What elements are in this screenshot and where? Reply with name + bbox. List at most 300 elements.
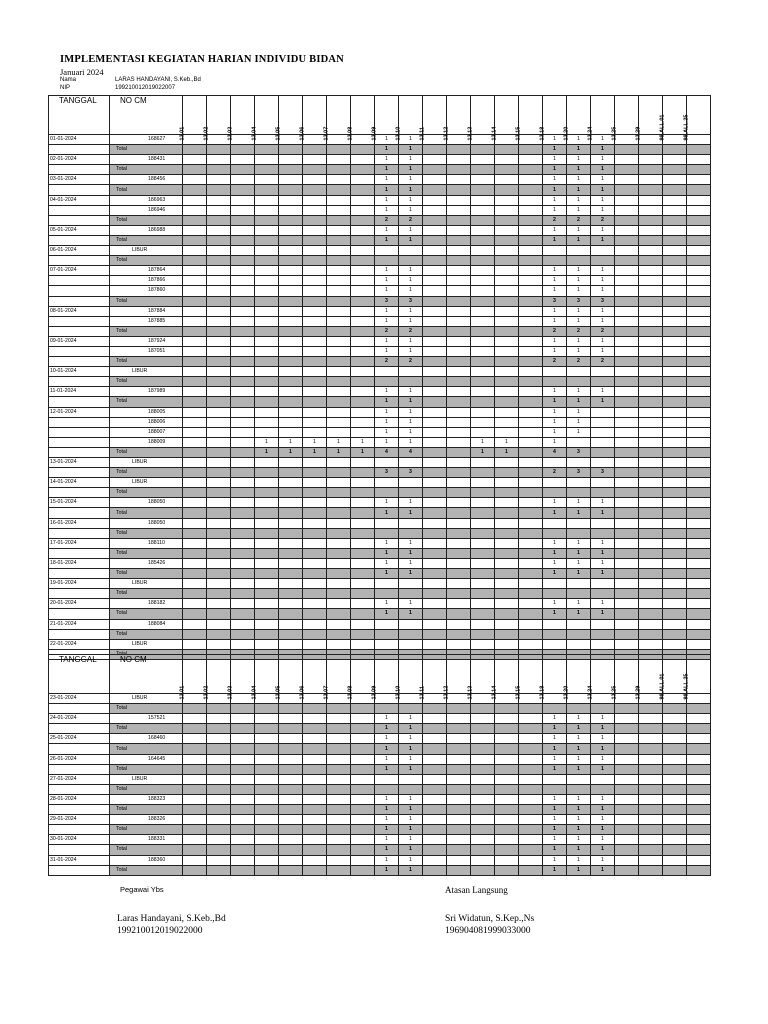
count-cell	[471, 498, 495, 508]
header-code-label: 13.07	[323, 126, 329, 141]
signature-right-nip: 196904081999033000	[445, 926, 531, 936]
count-cell	[255, 215, 279, 225]
count-cell	[327, 225, 351, 235]
count-cell	[663, 538, 687, 548]
count-cell	[279, 855, 303, 865]
count-cell	[399, 367, 423, 377]
count-cell: 1	[399, 175, 423, 185]
count-cell: 1	[567, 609, 591, 619]
count-cell	[447, 225, 471, 235]
count-cell	[423, 205, 447, 215]
count-cell	[351, 336, 375, 346]
count-cell	[327, 256, 351, 266]
header-code-label: 13.01	[179, 126, 185, 141]
count-cell	[471, 714, 495, 724]
count-cell	[423, 619, 447, 629]
count-cell	[615, 155, 639, 165]
count-cell	[615, 437, 639, 447]
count-cell	[183, 417, 207, 427]
count-cell	[663, 639, 687, 649]
count-cell	[543, 478, 567, 488]
total-row	[49, 609, 711, 619]
count-cell	[327, 417, 351, 427]
count-cell: 1	[567, 538, 591, 548]
count-cell	[207, 714, 231, 724]
header-code-label: 13.13	[467, 685, 473, 700]
count-cell	[423, 754, 447, 764]
count-cell	[231, 417, 255, 427]
count-cell	[231, 195, 255, 205]
count-cell	[495, 205, 519, 215]
count-cell	[207, 589, 231, 599]
count-cell	[255, 629, 279, 639]
count-cell	[183, 336, 207, 346]
count-cell	[519, 764, 543, 774]
count-cell: 1	[567, 794, 591, 804]
count-cell: 3	[591, 296, 615, 306]
count-cell: 1	[399, 558, 423, 568]
count-cell: 1	[543, 734, 567, 744]
table-row	[49, 346, 711, 356]
count-cell	[615, 407, 639, 417]
count-cell	[567, 518, 591, 528]
count-cell	[447, 498, 471, 508]
count-cell	[255, 185, 279, 195]
nocm-cell: 188084	[110, 619, 183, 629]
count-cell	[687, 357, 711, 367]
count-cell	[591, 488, 615, 498]
count-cell	[687, 754, 711, 764]
count-cell	[471, 764, 495, 774]
count-cell	[687, 165, 711, 175]
header-code-label: 13.04	[251, 685, 257, 700]
count-cell	[471, 845, 495, 855]
count-cell	[183, 387, 207, 397]
total-row	[49, 235, 711, 245]
count-cell: 1	[591, 235, 615, 245]
count-cell	[375, 774, 399, 784]
count-cell	[351, 397, 375, 407]
count-cell	[183, 145, 207, 155]
count-cell: 1	[567, 815, 591, 825]
count-cell	[495, 256, 519, 266]
count-cell: 1	[375, 195, 399, 205]
count-cell	[615, 579, 639, 589]
count-cell	[615, 619, 639, 629]
count-cell	[375, 639, 399, 649]
count-cell	[687, 865, 711, 875]
count-cell: 1	[351, 447, 375, 457]
header-tanggal: TANGGAL	[49, 96, 110, 135]
count-cell	[519, 704, 543, 714]
count-cell	[615, 794, 639, 804]
count-cell	[231, 266, 255, 276]
date-cell	[49, 397, 110, 407]
signature-right-role: Atasan Langsung	[445, 885, 508, 895]
count-cell	[663, 805, 687, 815]
count-cell	[207, 784, 231, 794]
total-row	[49, 215, 711, 225]
count-cell	[231, 714, 255, 724]
count-cell	[327, 734, 351, 744]
count-cell	[279, 407, 303, 417]
count-cell	[663, 346, 687, 356]
count-cell	[639, 346, 663, 356]
count-cell	[687, 639, 711, 649]
count-cell: 1	[399, 336, 423, 346]
count-cell	[207, 835, 231, 845]
count-cell: 1	[375, 427, 399, 437]
count-cell	[471, 145, 495, 155]
total-label: Total	[110, 865, 183, 875]
count-cell	[207, 427, 231, 437]
count-cell: 3	[591, 468, 615, 478]
count-cell	[423, 825, 447, 835]
count-cell	[303, 498, 327, 508]
count-cell: 2	[567, 357, 591, 367]
count-cell	[207, 316, 231, 326]
count-cell	[639, 215, 663, 225]
count-cell	[663, 754, 687, 764]
count-cell: 1	[255, 447, 279, 457]
count-cell	[495, 175, 519, 185]
count-cell: 1	[399, 387, 423, 397]
count-cell: 1	[543, 548, 567, 558]
count-cell	[255, 478, 279, 488]
count-cell: 1	[399, 548, 423, 558]
signature-left-name: Laras Handayani, S.Keb.,Bd	[117, 914, 226, 924]
date-cell: 08-01-2024	[49, 306, 110, 316]
count-cell: 1	[543, 569, 567, 579]
count-cell	[639, 609, 663, 619]
count-cell: 1	[543, 316, 567, 326]
count-cell	[591, 639, 615, 649]
date-cell: 24-01-2024	[49, 714, 110, 724]
count-cell	[327, 155, 351, 165]
table-row	[49, 599, 711, 609]
count-cell	[303, 609, 327, 619]
count-cell: 1	[399, 407, 423, 417]
count-cell: 1	[399, 609, 423, 619]
count-cell: 1	[567, 498, 591, 508]
count-cell	[591, 589, 615, 599]
count-cell	[327, 326, 351, 336]
count-cell	[183, 235, 207, 245]
count-cell	[471, 855, 495, 865]
count-cell	[639, 458, 663, 468]
count-cell	[399, 589, 423, 599]
count-cell	[255, 195, 279, 205]
count-cell	[303, 346, 327, 356]
count-cell	[303, 754, 327, 764]
header-code-label: 13.15	[515, 126, 521, 141]
count-cell	[207, 609, 231, 619]
count-cell	[255, 316, 279, 326]
count-cell: 1	[543, 407, 567, 417]
count-cell	[327, 498, 351, 508]
count-cell	[423, 447, 447, 457]
count-cell	[447, 548, 471, 558]
total-label: Total	[110, 165, 183, 175]
count-cell	[639, 589, 663, 599]
count-cell	[687, 256, 711, 266]
count-cell	[519, 145, 543, 155]
count-cell: 1	[567, 417, 591, 427]
count-cell	[615, 346, 639, 356]
count-cell	[279, 639, 303, 649]
count-cell	[351, 744, 375, 754]
count-cell	[687, 855, 711, 865]
count-cell	[303, 175, 327, 185]
date-cell: 20-01-2024	[49, 599, 110, 609]
count-cell	[687, 215, 711, 225]
count-cell	[471, 805, 495, 815]
count-cell	[687, 548, 711, 558]
count-cell	[303, 286, 327, 296]
count-cell	[423, 714, 447, 724]
count-cell	[207, 145, 231, 155]
count-cell	[327, 235, 351, 245]
count-cell	[327, 714, 351, 724]
total-label: Total	[110, 397, 183, 407]
count-cell	[447, 407, 471, 417]
count-cell	[255, 397, 279, 407]
count-cell	[207, 447, 231, 457]
date-cell: 12-01-2024	[49, 407, 110, 417]
count-cell	[519, 215, 543, 225]
count-cell	[351, 629, 375, 639]
count-cell	[639, 579, 663, 589]
count-cell	[687, 558, 711, 568]
count-cell	[519, 498, 543, 508]
count-cell	[615, 548, 639, 558]
count-cell	[591, 774, 615, 784]
count-cell	[183, 528, 207, 538]
count-cell	[183, 256, 207, 266]
count-cell	[471, 794, 495, 804]
count-cell	[183, 357, 207, 367]
count-cell	[231, 246, 255, 256]
count-cell	[567, 437, 591, 447]
count-cell	[351, 266, 375, 276]
count-cell	[303, 316, 327, 326]
table-row	[49, 498, 711, 508]
date-cell	[49, 437, 110, 447]
count-cell: 1	[375, 155, 399, 165]
count-cell	[279, 215, 303, 225]
count-cell: 1	[543, 175, 567, 185]
count-cell	[351, 316, 375, 326]
count-cell: 1	[543, 599, 567, 609]
count-cell: 1	[543, 185, 567, 195]
count-cell	[615, 478, 639, 488]
count-cell	[231, 558, 255, 568]
count-cell: 1	[567, 306, 591, 316]
count-cell: 1	[543, 764, 567, 774]
count-cell	[663, 427, 687, 437]
count-cell	[471, 235, 495, 245]
count-cell	[543, 367, 567, 377]
count-cell	[519, 185, 543, 195]
count-cell	[231, 704, 255, 714]
count-cell	[183, 437, 207, 447]
count-cell	[351, 175, 375, 185]
count-cell: 2	[591, 326, 615, 336]
nocm-cell: 164645	[110, 754, 183, 764]
count-cell	[471, 225, 495, 235]
total-row	[49, 805, 711, 815]
total-row	[49, 629, 711, 639]
count-cell	[279, 619, 303, 629]
count-cell	[663, 825, 687, 835]
nip-label: NIP	[60, 85, 71, 91]
count-cell	[495, 754, 519, 764]
count-cell	[615, 518, 639, 528]
count-cell	[447, 155, 471, 165]
count-cell	[615, 266, 639, 276]
table-row	[49, 458, 711, 468]
count-cell	[471, 774, 495, 784]
count-cell	[471, 734, 495, 744]
count-cell	[543, 629, 567, 639]
count-cell	[351, 427, 375, 437]
table-row	[49, 407, 711, 417]
count-cell	[279, 579, 303, 589]
count-cell	[351, 764, 375, 774]
table-row	[49, 734, 711, 744]
count-cell	[183, 825, 207, 835]
count-cell	[207, 377, 231, 387]
count-cell: 1	[591, 225, 615, 235]
count-cell	[351, 845, 375, 855]
count-cell	[615, 387, 639, 397]
count-cell	[255, 336, 279, 346]
count-cell	[639, 165, 663, 175]
count-cell	[279, 609, 303, 619]
date-cell: 01-01-2024	[49, 135, 110, 145]
total-label: Total	[110, 235, 183, 245]
count-cell	[639, 774, 663, 784]
date-cell: 02-01-2024	[49, 155, 110, 165]
count-cell	[351, 528, 375, 538]
count-cell	[327, 639, 351, 649]
count-cell	[663, 276, 687, 286]
total-label: Total	[110, 377, 183, 387]
count-cell	[663, 609, 687, 619]
count-cell	[543, 458, 567, 468]
count-cell	[615, 865, 639, 875]
count-cell	[519, 437, 543, 447]
count-cell	[615, 256, 639, 266]
count-cell	[639, 397, 663, 407]
count-cell	[615, 805, 639, 815]
count-cell	[327, 377, 351, 387]
count-cell	[255, 714, 279, 724]
count-cell	[255, 815, 279, 825]
count-cell	[471, 326, 495, 336]
table-row	[49, 639, 711, 649]
count-cell	[303, 724, 327, 734]
count-cell	[327, 704, 351, 714]
count-cell: 1	[399, 165, 423, 175]
table-row	[49, 855, 711, 865]
count-cell	[255, 734, 279, 744]
count-cell	[423, 185, 447, 195]
count-cell	[663, 336, 687, 346]
count-cell: 1	[399, 306, 423, 316]
count-cell	[303, 764, 327, 774]
count-cell	[639, 865, 663, 875]
count-cell	[423, 235, 447, 245]
count-cell	[447, 215, 471, 225]
count-cell	[207, 195, 231, 205]
count-cell	[327, 266, 351, 276]
count-cell	[495, 548, 519, 558]
count-cell	[423, 326, 447, 336]
count-cell	[279, 538, 303, 548]
count-cell	[423, 306, 447, 316]
count-cell	[639, 276, 663, 286]
count-cell	[231, 155, 255, 165]
count-cell	[663, 865, 687, 875]
count-cell	[471, 377, 495, 387]
count-cell	[375, 478, 399, 488]
count-cell	[279, 195, 303, 205]
count-cell	[183, 805, 207, 815]
count-cell	[663, 714, 687, 724]
count-cell: 1	[303, 447, 327, 457]
count-cell	[399, 774, 423, 784]
count-cell: 1	[399, 397, 423, 407]
count-cell	[279, 589, 303, 599]
count-cell: 1	[399, 855, 423, 865]
count-cell	[495, 744, 519, 754]
count-cell	[447, 205, 471, 215]
count-cell	[447, 458, 471, 468]
count-cell	[279, 458, 303, 468]
count-cell	[519, 639, 543, 649]
count-cell: 1	[567, 724, 591, 734]
count-cell	[255, 774, 279, 784]
header-code-label: 13.05	[275, 685, 281, 700]
count-cell	[255, 609, 279, 619]
count-cell	[303, 276, 327, 286]
count-cell	[495, 145, 519, 155]
count-cell	[639, 599, 663, 609]
count-cell	[687, 397, 711, 407]
count-cell	[663, 855, 687, 865]
count-cell	[279, 784, 303, 794]
table-row	[49, 246, 711, 256]
table-row	[49, 205, 711, 215]
count-cell	[639, 266, 663, 276]
count-cell	[255, 468, 279, 478]
count-cell	[639, 845, 663, 855]
count-cell	[663, 215, 687, 225]
count-cell	[255, 518, 279, 528]
count-cell: 3	[567, 447, 591, 457]
count-cell: 1	[375, 548, 399, 558]
count-cell	[351, 579, 375, 589]
count-cell	[183, 175, 207, 185]
count-cell	[615, 774, 639, 784]
count-cell	[399, 488, 423, 498]
count-cell	[447, 734, 471, 744]
count-cell	[303, 714, 327, 724]
count-cell	[663, 724, 687, 734]
table-row	[49, 815, 711, 825]
count-cell: 1	[543, 865, 567, 875]
